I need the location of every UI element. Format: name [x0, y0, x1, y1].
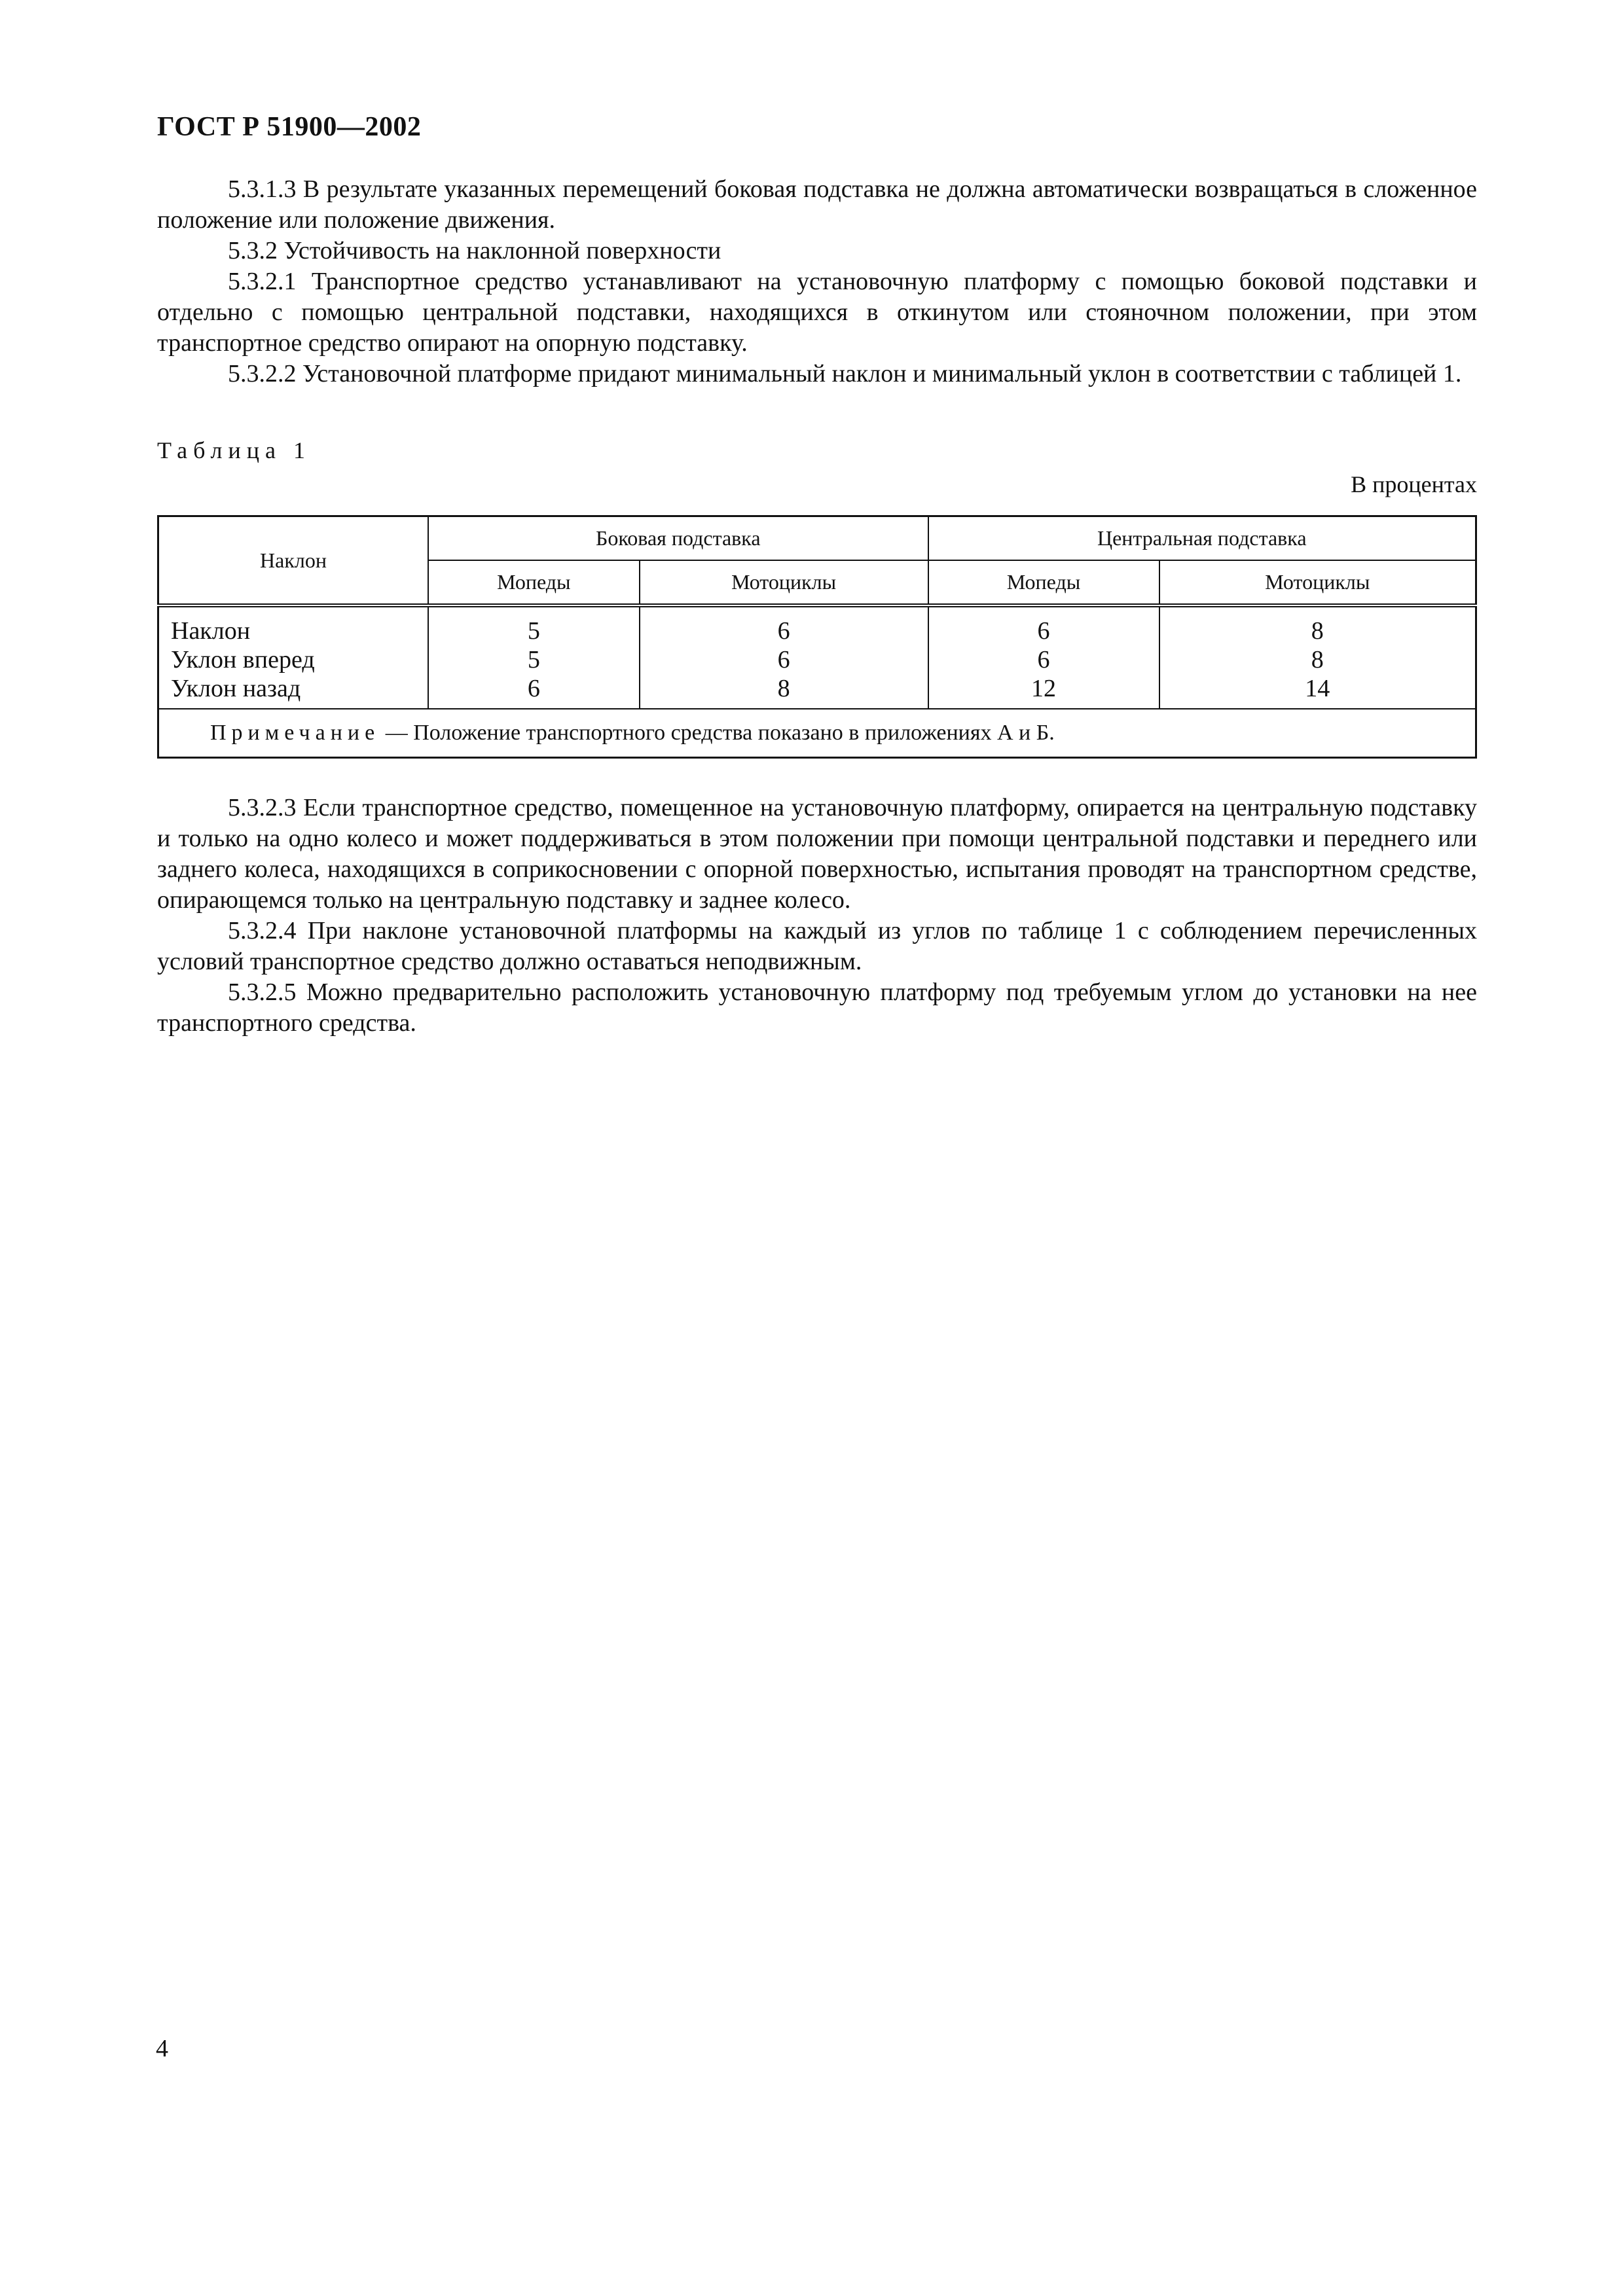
table-cell: 8	[1159, 645, 1476, 674]
table-cell: 6	[428, 674, 640, 709]
table-cell: 6	[928, 605, 1159, 645]
group-header-center-stand: Центральная подставка	[928, 516, 1476, 561]
paragraph-5-3-2-2: 5.3.2.2 Установочной платформе придают минимальный наклон и минимальный уклон в соответствии с таблицей 1.	[228, 360, 1462, 387]
row-label: Уклон вперед	[158, 645, 429, 674]
table-row	[158, 674, 1476, 709]
paragraph-5-3-2-4: 5.3.2.4 При наклоне установочной платформы на каждый из углов по таблице 1 с соблюдением перечисленных условий транспортное средство должно оставаться неподвижным.	[157, 917, 1477, 975]
page-number: 4	[156, 2035, 168, 2062]
subheader-mopeds-center: Мопеды	[928, 560, 1159, 605]
paragraph-5-3-1-3: 5.3.1.3 В результате указанных перемещений боковая подставка не должна автоматически возвращаться в сложенное положение или положение движения.	[157, 175, 1477, 234]
table-row	[158, 645, 1476, 674]
table-note	[158, 709, 1476, 758]
slope-table	[157, 515, 1477, 759]
table-cell: 14	[1159, 674, 1476, 709]
table-row	[158, 605, 1476, 645]
table-note-row	[158, 709, 1476, 758]
table-cell: 5	[428, 645, 640, 674]
note-text: — Положение транспортного средства показано в приложениях А и Б.	[380, 721, 1055, 745]
table-units: В процентах	[1351, 471, 1477, 497]
group-header-side-stand: Боковая подставка	[428, 516, 928, 561]
table-cell: 8	[1159, 605, 1476, 645]
subheader-mopeds-side: Мопеды	[428, 560, 640, 605]
subheader-motorcycles-side: Мотоциклы	[640, 560, 928, 605]
table-cell: 5	[428, 605, 640, 645]
table-cell: 12	[928, 674, 1159, 709]
table-cell: 6	[928, 645, 1159, 674]
paragraphs-after-table	[157, 793, 1477, 1039]
table-caption: Таблица 1	[157, 437, 311, 463]
paragraph-5-3-2-3: 5.3.2.3 Если транспортное средство, помещенное на установочную платформу, опирается на центральную подставку и только на одно колесо и может поддерживаться в этом положении при помощи центральной подставки и переднего или заднего колеса, находящихся в соприкосновении с опорной поверхностью, испытания проводят на транспортном средстве, опирающемся только на центральную подставку и заднее колесо.	[157, 794, 1477, 914]
table-cell: 6	[640, 645, 928, 674]
paragraph-5-3-2: 5.3.2 Устойчивость на наклонной поверхности	[228, 237, 721, 264]
paragraph-5-3-2-5: 5.3.2.5 Можно предварительно расположить установочную платформу под требуемым углом до установки на нее транспортного средства.	[157, 978, 1477, 1037]
row-label: Уклон назад	[158, 674, 429, 709]
subheader-motorcycles-center: Мотоциклы	[1159, 560, 1476, 605]
paragraph-5-3-2-1: 5.3.2.1 Транспортное средство устанавливают на установочную платформу с помощью боковой подставки и отдельно с помощью центральной подставки, находящихся в откинутом или стояночном положении, при этом транспортное средство опирают на опорную подставку.	[157, 268, 1477, 357]
document-id-header: ГОСТ Р 51900—2002	[157, 112, 422, 142]
table-row-header: Наклон	[158, 516, 429, 606]
row-label: Наклон	[158, 605, 429, 645]
table-cell: 6	[640, 605, 928, 645]
note-label: Примечание	[210, 721, 380, 745]
document-page	[157, 111, 1477, 1039]
table-cell: 8	[640, 674, 928, 709]
